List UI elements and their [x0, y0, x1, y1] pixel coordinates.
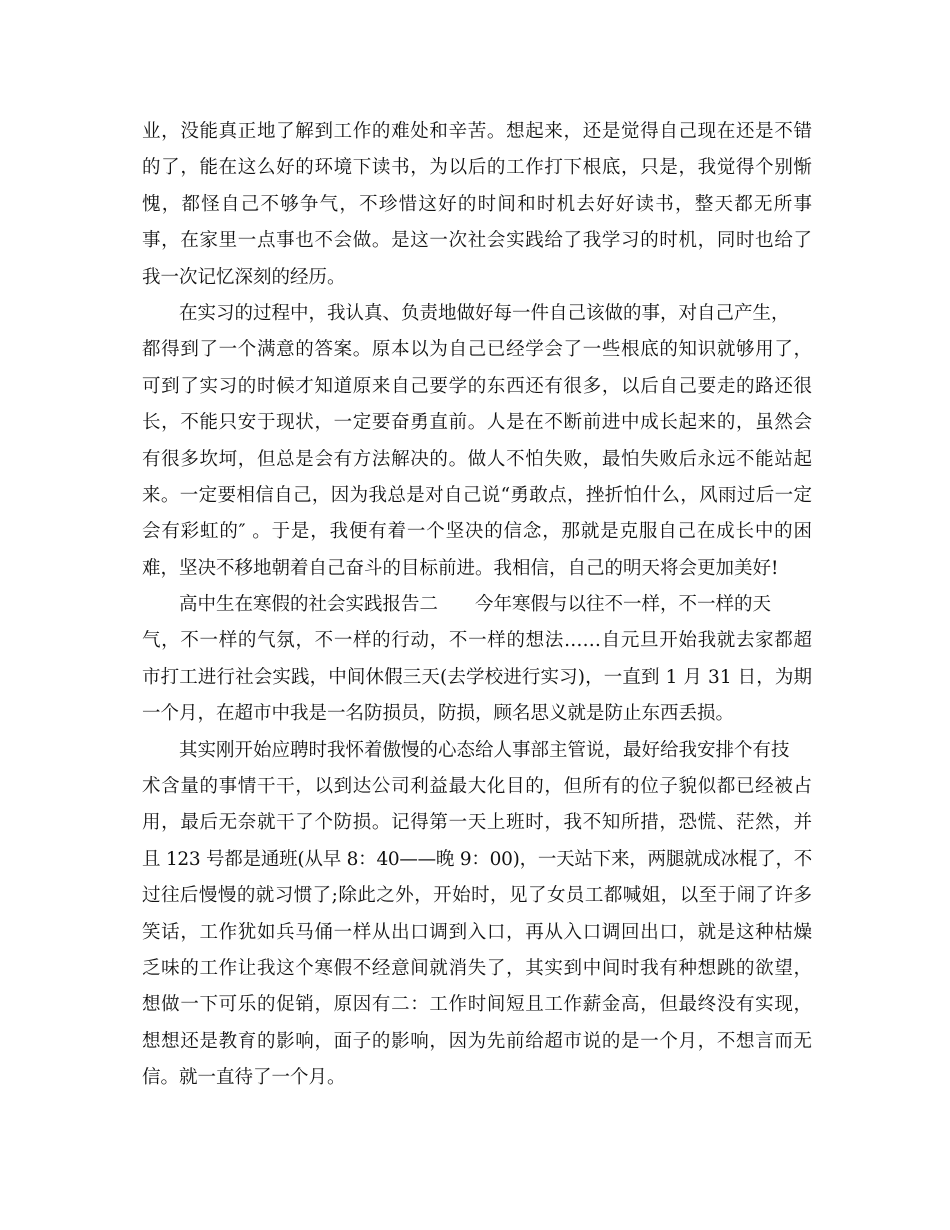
text-line: 事，在家里一点事也不会做。是这一次社会实践给了我学习的时机，同时也给了: [142, 230, 812, 252]
text-line: 想想还是教育的影响，面子的影响，因为先前给超市说的是一个月，不想言而无: [142, 1030, 812, 1052]
text-line: 市打工进行社会实践，中间休假三天(去学校进行实习)，一直到 1 月 31 日，为期: [142, 666, 812, 688]
text-line: 有很多坎坷，但总是会有方法解决的。做人不怕失败，最怕失败后永远不能站起: [142, 448, 812, 470]
text-line: 且 123 号都是通班(从早 8：40——晚 9：00)，一天站下来，两腿就成冰棍了，不: [142, 848, 812, 870]
text-line: 一个月，在超市中我是一名防损员，防损，顾名思义就是防止东西丢损。: [142, 703, 735, 725]
text-line: 术含量的事情干干，以到达公司利益最大化目的，但所有的位子貌似都已经被占: [142, 776, 812, 798]
text-line: 信。就一直待了一个月。: [142, 1067, 346, 1089]
text-line: 长，不能只安于现状，一定要奋勇直前。人是在不断前进中成长起来的，虽然会: [142, 412, 812, 434]
text-line: 想做一下可乐的促销，原因有二：工作时间短且工作薪金高，但最终没有实现，: [142, 994, 812, 1016]
text-line: 可到了实习的时候才知道原来自己要学的东西还有很多，以后自己要走的路还很: [142, 375, 812, 397]
text-line: 笑话，工作犹如兵马俑一样从出口调到入口，再从入口调回出口，就是这种枯燥: [142, 921, 812, 943]
text-line: 在实习的过程中，我认真、负责地做好每一件自己该做的事，对自己产生，: [179, 302, 790, 324]
text-line: 的了，能在这么好的环境下读书，为以后的工作打下根底，只是，我觉得个别惭: [142, 157, 812, 179]
document-body: [142, 114, 812, 1097]
text-line: 难，坚决不移地朝着自己奋斗的目标前进。我相信，自己的明天将会更加美好!: [142, 557, 779, 579]
text-line: 其实刚开始应聘时我怀着傲慢的心态给人事部主管说，最好给我安排个有技: [179, 739, 790, 761]
text-line: 我一次记忆深刻的经历。: [142, 266, 346, 288]
text-line: 都得到了一个满意的答案。原本以为自己已经学会了一些根底的知识就够用了，: [142, 339, 812, 361]
text-line: 乏味的工作让我这个寒假不经意间就消失了，其实到中间时我有种想跳的欲望，: [142, 957, 812, 979]
text-line: 过往后慢慢的就习惯了;除此之外，开始时，见了女员工都喊姐，以至于闹了许多: [142, 885, 812, 907]
text-line: 业，没能真正地了解到工作的难处和辛苦。想起来，还是觉得自己现在还是不错: [142, 121, 812, 142]
text-line: 气，不一样的气氛，不一样的行动，不一样的想法……自元旦开始我就去家都超: [142, 630, 812, 652]
text-line: 愧，都怪自己不够争气，不珍惜这好的时间和时机去好好读书，整天都无所事: [142, 193, 812, 215]
text-line: 高中生在寒假的社会实践报告二 今年寒假与以往不一样，不一样的天: [179, 594, 772, 616]
text-line: 来。一定要相信自己，因为我总是对自己说“勇敢点，挫折怕什么，风雨过后一定: [142, 484, 812, 506]
text-line: 用，最后无奈就干了个防损。记得第一天上班时，我不知所措，恐慌、茫然，并: [142, 812, 812, 834]
text-line: 会有彩虹的″ 。于是，我便有着一个坚决的信念，那就是克服自己在成长中的困: [142, 521, 812, 543]
